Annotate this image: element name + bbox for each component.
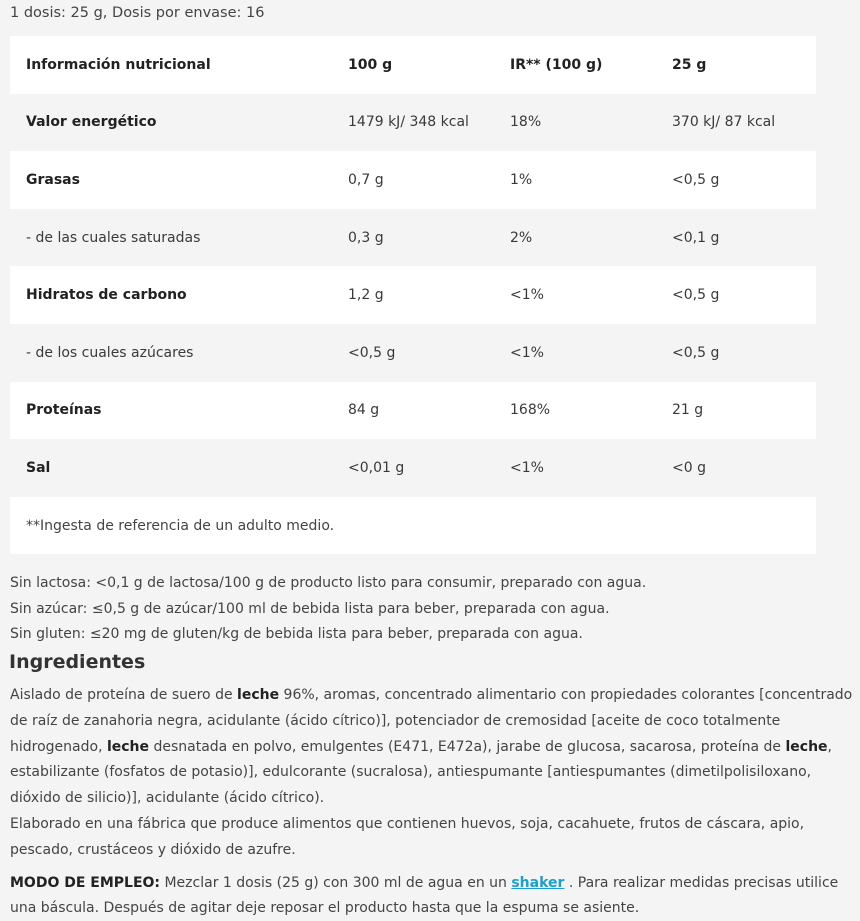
row-ir: <1% — [494, 324, 656, 382]
row-label: Proteínas — [10, 382, 332, 440]
row-per-25g: <0,5 g — [656, 324, 816, 382]
row-per-25g: <0 g — [656, 439, 816, 497]
row-ir: 1% — [494, 151, 656, 209]
dose-info: 1 dosis: 25 g, Dosis por envase: 16 — [10, 5, 265, 21]
header-per-25g: 25 g — [656, 36, 816, 94]
row-label: - de los cuales azúcares — [10, 324, 332, 382]
claim-gluten-free: Sin gluten: ≤20 mg de gluten/kg de bebida lista para beber, preparada con agua. — [10, 626, 583, 642]
table-row-saturated — [10, 209, 816, 267]
allergen-notice: Elaborado en una fábrica que produce alimentos que contienen huevos, soja, cacahuete, frutos de cáscara, apio, pescado, crustáceos y dióxido de azufre. — [10, 815, 805, 858]
usage-instructions — [10, 871, 858, 921]
row-per-100g: 84 g — [332, 382, 494, 440]
table-row-protein — [10, 382, 816, 440]
header-reference-intake: IR** (100 g) — [494, 36, 656, 94]
row-label: Valor energético — [10, 94, 332, 152]
row-per-100g: 1479 kJ/ 348 kcal — [332, 94, 494, 152]
row-per-100g: 0,7 g — [332, 151, 494, 209]
table-footnote-row — [10, 497, 816, 555]
table-footnote: **Ingesta de referencia de un adulto medio. — [10, 497, 816, 555]
table-row-sugars — [10, 324, 816, 382]
row-per-25g: 21 g — [656, 382, 816, 440]
row-ir: 18% — [494, 94, 656, 152]
dietary-claims — [10, 571, 646, 648]
row-per-25g: <0,5 g — [656, 266, 816, 324]
ingredients-list — [10, 683, 858, 812]
claim-lactose-free: Sin lactosa: <0,1 g de lactosa/100 g de producto listo para consumir, preparado con agua. — [10, 575, 647, 591]
usage-text: Mezclar 1 dosis (25 g) con 300 ml de agua en un — [160, 875, 512, 891]
row-ir: 2% — [494, 209, 656, 267]
row-per-100g: 1,2 g — [332, 266, 494, 324]
header-nutrition-info: Información nutricional — [10, 36, 332, 94]
table-header-row — [10, 36, 816, 94]
shaker-link[interactable]: shaker — [511, 875, 565, 891]
ingredients-part: 96%, aromas, concentrado alimentario con propiedades colorantes [concentrado de raíz de zanahoria negra, acidulante (ácido cítrico)], potenciador de cremosidad [aceite de coco totalmente hidrogenado, — [10, 687, 853, 755]
row-per-100g: 0,3 g — [332, 209, 494, 267]
row-label: - de las cuales saturadas — [10, 209, 332, 267]
header-per-100g: 100 g — [332, 36, 494, 94]
table-row-fat — [10, 151, 816, 209]
row-per-25g: <0,1 g — [656, 209, 816, 267]
allergen-milk: leche — [237, 687, 280, 703]
allergen-milk: leche — [106, 738, 150, 755]
allergen-milk: leche — [785, 738, 828, 755]
table-row-carbohydrates — [10, 266, 816, 324]
row-label: Sal — [10, 439, 332, 497]
usage-label: MODO DE EMPLEO: — [10, 875, 161, 891]
usage-text: . Para realizar medidas precisas utilice una báscula. Después de agitar deje reposar el producto hasta que la espuma se asiente. — [10, 875, 839, 916]
ingredients-text — [10, 683, 858, 864]
nutrition-table — [10, 36, 816, 554]
ingredients-part: , estabilizante (fosfatos de potasio)], edulcorante (sucralosa), antiespumante [antiespumantes (dimetilpolisiloxano, dióxido de silicio)], acidulante (ácido cítrico). — [10, 738, 832, 807]
row-per-100g: <0,5 g — [332, 324, 494, 382]
ingredients-part: Aislado de proteína de suero de — [10, 687, 238, 703]
row-ir: 168% — [494, 382, 656, 440]
table-row-salt — [10, 439, 816, 497]
ingredients-part: desnatada en polvo, emulgentes (E471, E472a), jarabe de glucosa, sacarosa, proteína de — [149, 738, 786, 755]
row-ir: <1% — [494, 439, 656, 497]
row-label: Hidratos de carbono — [10, 266, 332, 324]
row-per-25g: <0,5 g — [656, 151, 816, 209]
table-row-energy — [10, 94, 816, 152]
row-ir: <1% — [494, 266, 656, 324]
row-label: Grasas — [10, 151, 332, 209]
claim-sugar-free: Sin azúcar: ≤0,5 g de azúcar/100 ml de bebida lista para beber, preparada con agua. — [10, 600, 610, 617]
row-per-100g: <0,01 g — [332, 439, 494, 497]
row-per-25g: 370 kJ/ 87 kcal — [656, 94, 816, 152]
ingredients-heading: Ingredientes — [9, 651, 146, 673]
